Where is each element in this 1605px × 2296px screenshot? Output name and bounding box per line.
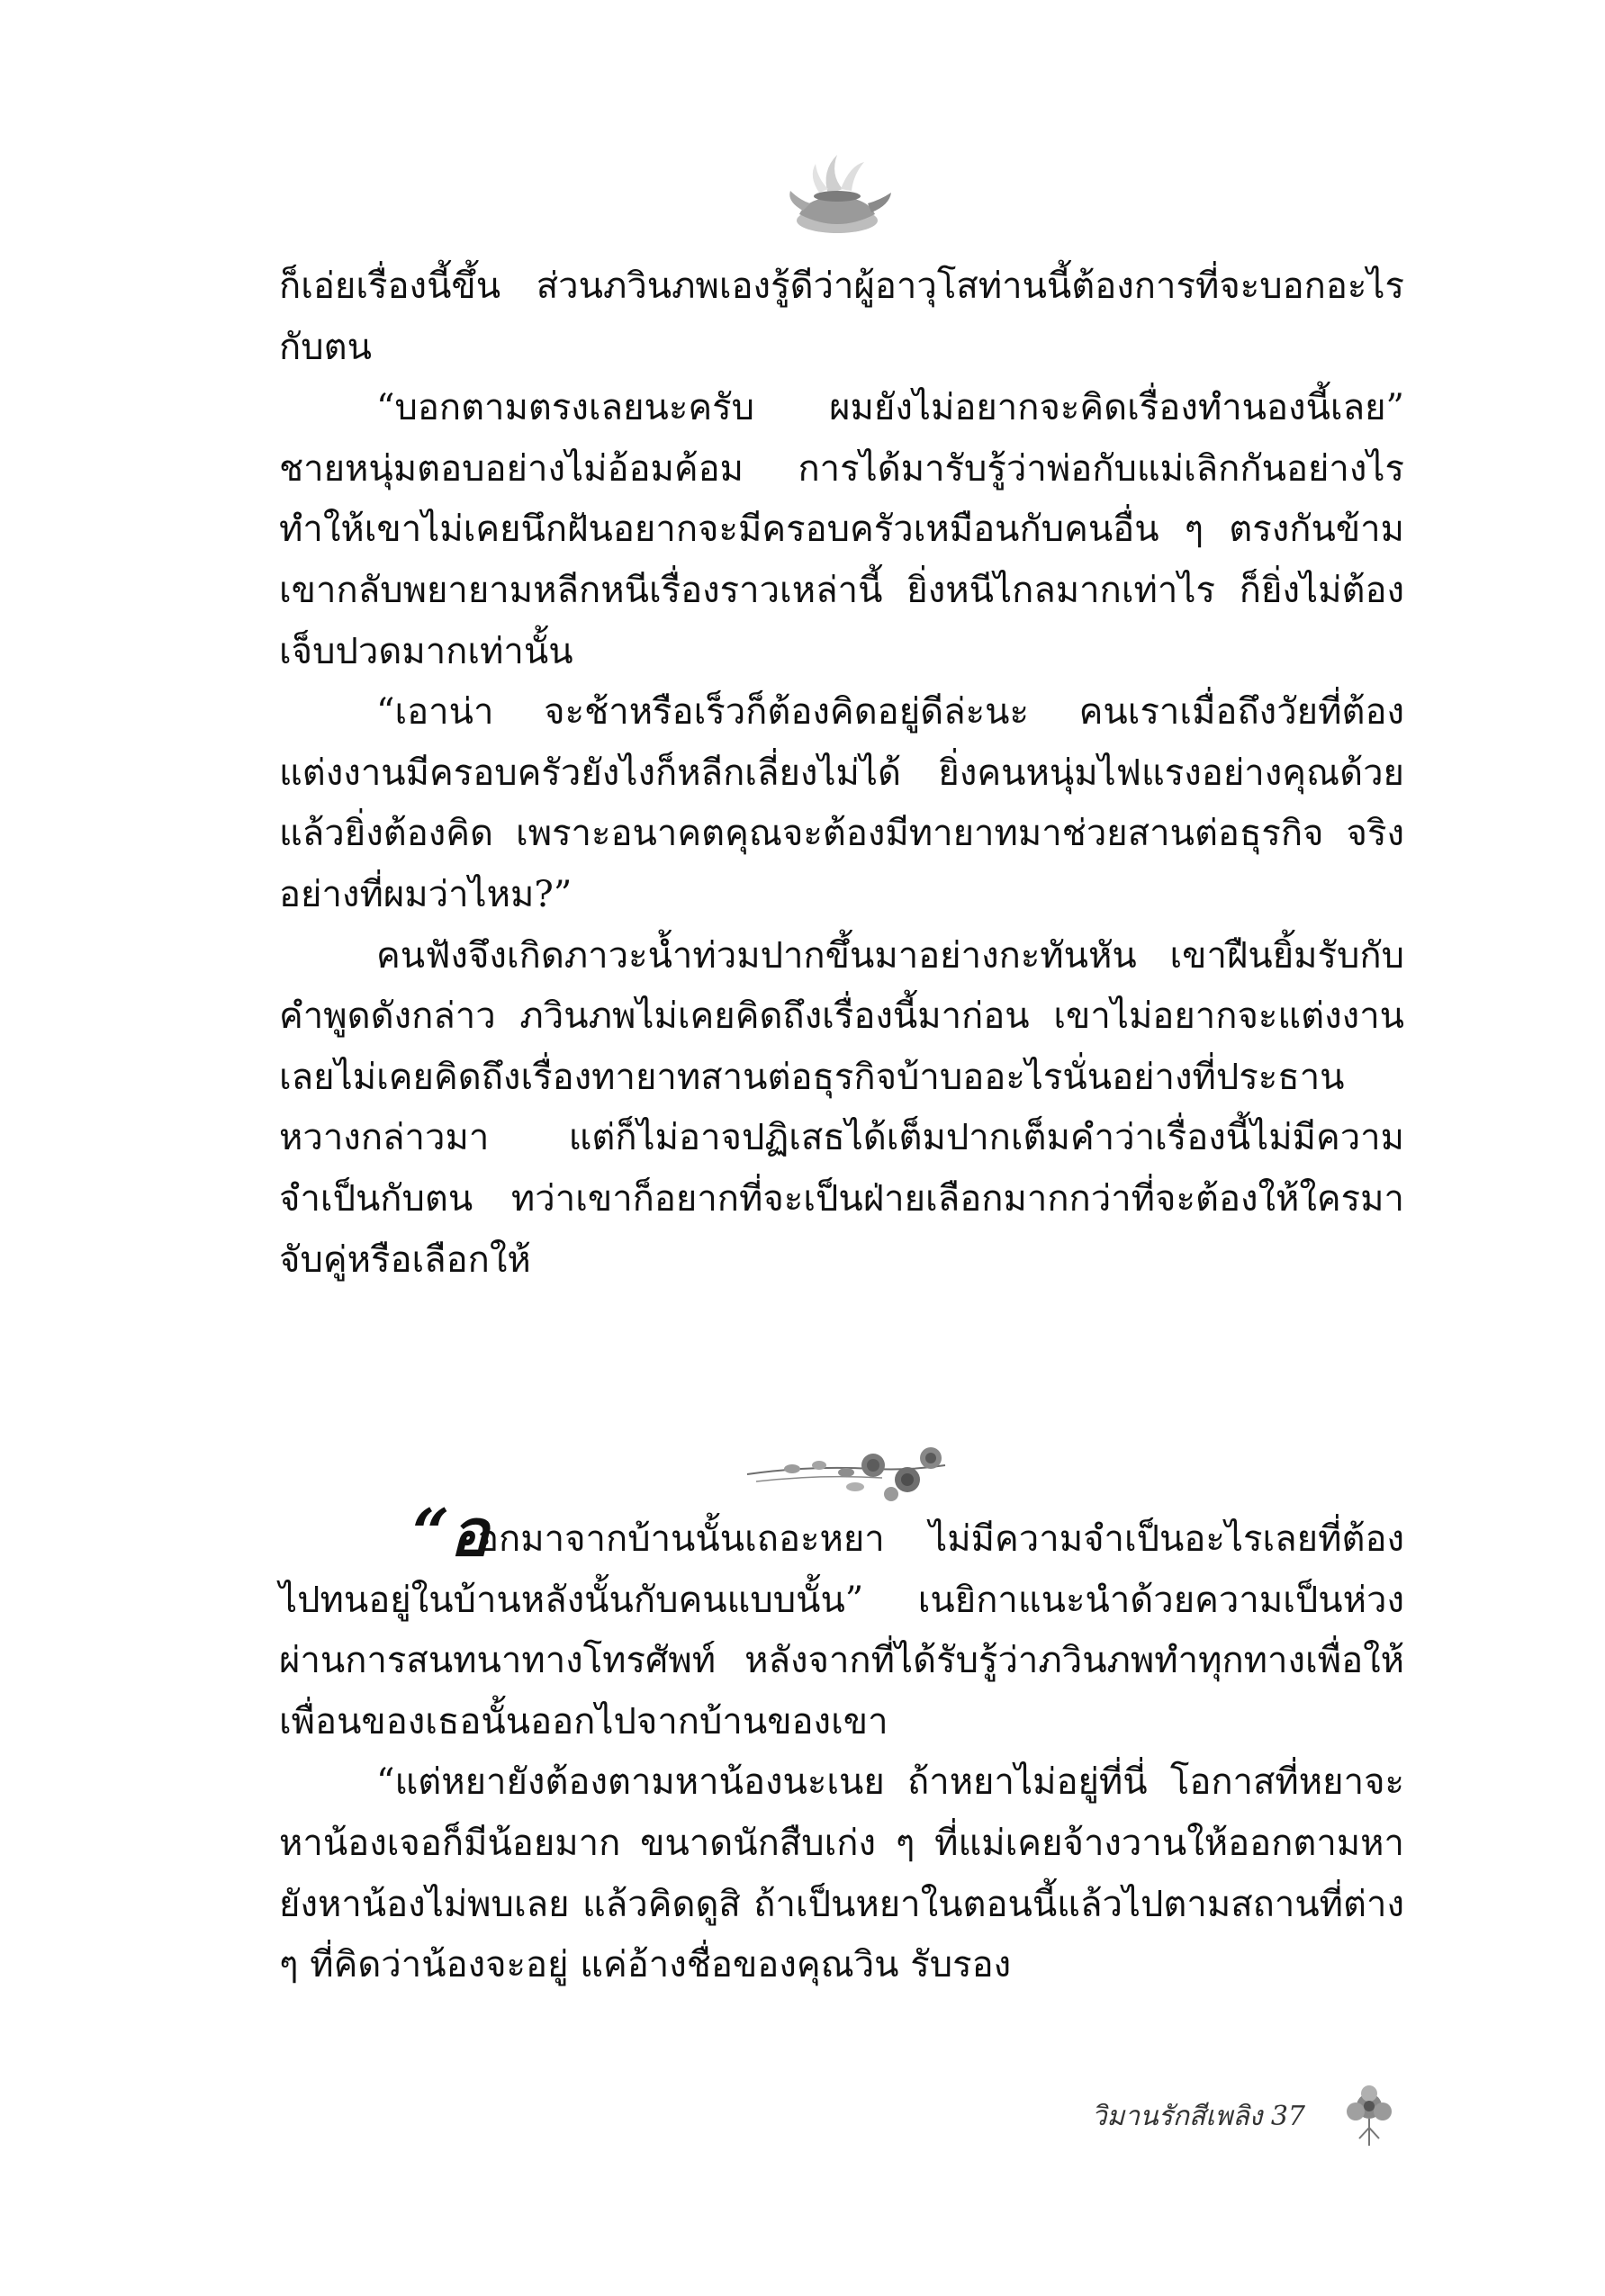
dropcap: “อ	[412, 1494, 489, 1571]
paragraph: “บอกตามตรงเลยนะครับ ผมยังไม่อยากจะคิดเรื่องทำนองนี้เลย” ชายหนุ่มตอบอย่างไม่อ้อมค้อม การได้มารับรู้ว่าพ่อกับแม่เลิกกันอย่างไร ทำให้เขาไม่เคยนึกฝันอยากจะมีครอบครัวเหมือนกับคนอื่น ๆ ตรงกันข้าม เขากลับพยายามหลีกหนีเรื่องราวเหล่านี้ ยิ่งหนีไกลมากเท่าไร ก็ยิ่งไม่ต้องเจ็บปวดมากเท่านั้น	[279, 387, 1404, 672]
running-footer	[1092, 2095, 1305, 2138]
lamp-ornament-icon	[774, 135, 900, 243]
page-footer	[990, 2079, 1404, 2151]
paragraph: คนฟังจึงเกิดภาวะน้ำท่วมปากขึ้นมาอย่างกะทันหัน เขาฝืนยิ้มรับกับคำพูดดังกล่าว ภวินภพไม่เคยคิดถึงเรื่องนี้มาก่อน เขาไม่อยากจะแต่งงาน เลยไม่เคยคิดถึงเรื่องทายาทสานต่อธุรกิจบ้าบออะไรนั่นอย่างที่ประธานหวางกล่าวมา แต่ก็ไม่อาจปฏิเสธได้เต็มปากเต็มคำว่าเรื่องนี้ไม่มีความจำเป็นกับตน ทว่าเขาก็อยากที่จะเป็นฝ่ายเลือกมากกว่าที่จะต้องให้ใครมาจับคู่หรือเลือกให้	[279, 934, 1404, 1281]
paragraph-with-dropcap	[279, 1494, 1404, 1752]
body-text-section-2	[279, 1494, 1404, 1996]
paragraph: “เอาน่า จะช้าหรือเร็วก็ต้องคิดอยู่ดีล่ะนะ คนเราเมื่อถึงวัยที่ต้องแต่งงานมีครอบครัวยังไงก็หลีกเลี่ยงไม่ได้ ยิ่งคนหนุ่มไฟแรงอย่างคุณด้วยแล้วยิ่งต้องคิด เพราะอนาคตคุณจะต้องมีทายาทมาช่วยสานต่อธุรกิจ จริงอย่างที่ผมว่าไหม?”	[279, 691, 1404, 915]
paragraph: ก็เอ่ยเรื่องนี้ขึ้น ส่วนภวินภพเองรู้ดีว่าผู้อาวุโสท่านนี้ต้องการที่จะบอกอะไรกับตน	[279, 266, 1404, 368]
book-title: วิมานรักสีเพลิง	[1091, 2101, 1263, 2132]
body-text-section-1	[279, 257, 1404, 1291]
page-number: 37	[1270, 2101, 1305, 2132]
flower-bouquet-icon	[1334, 2079, 1404, 2151]
paragraph-text: อกมาจากบ้านนั้นเถอะหยา ไม่มีความจำเป็นอะไรเลยที่ต้องไปทนอยู่ในบ้านหลังนั้นกับคนแบบนั้น” เนยิกาแนะนำด้วยความเป็นห่วงผ่านการสนทนาทางโทรศัพท์ หลังจากที่ได้รับรู้ว่าภวินภพทำทุกทางเพื่อให้เพื่อนของเธอนั้นออกไปจากบ้านของเขา	[279, 1518, 1404, 1742]
paragraph: “แต่หยายังต้องตามหาน้องนะเนย ถ้าหยาไม่อยู่ที่นี่ โอกาสที่หยาจะหาน้องเจอก็มีน้อยมาก ขนาดนักสืบเก่ง ๆ ที่แม่เคยจ้างวานให้ออกตามหา ยังหาน้องไม่พบเลย แล้วคิดดูสิ ถ้าเป็นหยาในตอนนี้แล้วไปตามสถานที่ต่าง ๆ ที่คิดว่าน้องจะอยู่ แค่อ้างชื่อของคุณวิน รับรอง	[279, 1761, 1404, 1986]
